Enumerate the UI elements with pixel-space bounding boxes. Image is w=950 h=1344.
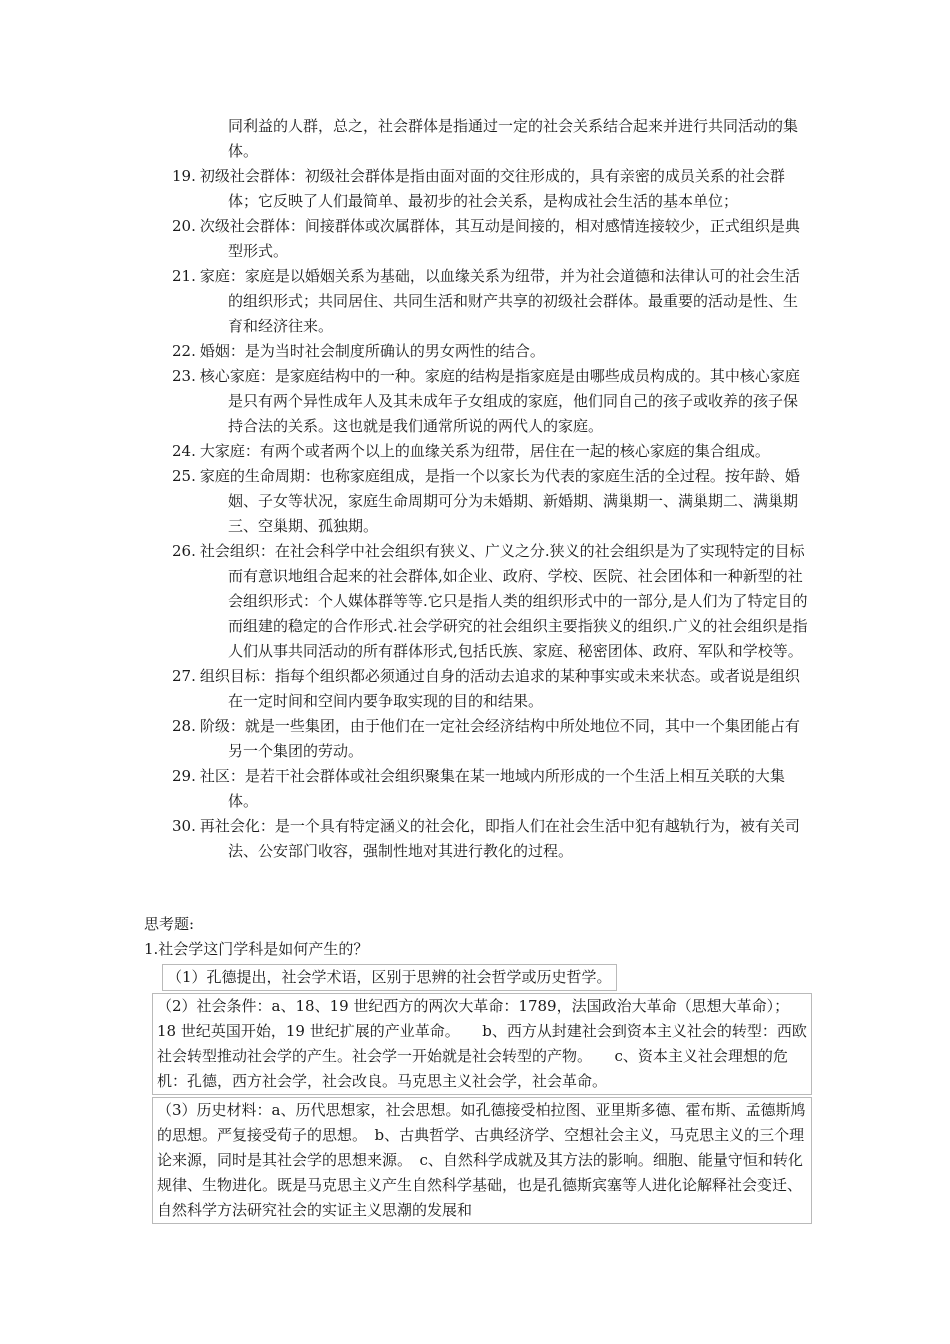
answer-box-2	[152, 993, 812, 1095]
answer-paragraph-1: （1）孔德提出，社会学术语，区别于思辨的社会哲学或历史哲学。	[167, 968, 612, 986]
definition-item	[144, 339, 812, 364]
answer-paragraph-2: （2）社会条件：a、18、19 世纪西方的两次大革命：1789，法国政治大革命（思想大革命）；18 世纪英国开始，19 世纪扩展的产业革命。 b、西方从封建社会到资本主义社会的转型：西欧社会转型推动社会学的产生。社会学一开始就是社会转型的产物。 c、资本主义社会理想的危机：孔德，西方社会学，社会改良。马克思主义社会学，社会革命。	[157, 997, 807, 1090]
answer-paragraph-3: （3）历史材料：a、历代思想家，社会思想。如孔德接受柏拉图、亚里斯多德、霍布斯、孟德斯鸠的思想。严复接受荀子的思想。 b、古典哲学、古典经济学、空想社会主义，马克思主义的三个理论来源，同时是其社会学的思想来源。 c、自然科学成就及其方法的影响。细胞、能量守恒和转化规律、生物进化。既是马克思主义产生自然科学基础，也是孔德斯宾塞等人进化论解释社会变迁、自然科学方法研究社会的实证主义思潮的发展和	[157, 1101, 806, 1219]
definition-number: 27.	[172, 667, 196, 685]
definition-item	[144, 539, 812, 664]
definition-text: 社区：是若干社会群体或社会组织聚集在某一地域内所形成的一个生活上相互关联的大集体。	[199, 767, 785, 810]
definition-text: 家庭的生命周期：也称家庭组成，是指一个以家长为代表的家庭生活的全过程。按年龄、婚姻、子女等状况，家庭生命周期可分为未婚期、新婚期、满巢期一、满巢期二、满巢期三、空巢期、孤独期。	[199, 467, 800, 535]
definition-item	[144, 264, 812, 339]
definition-number: 25.	[172, 467, 196, 485]
answer-box-3	[152, 1097, 812, 1224]
definition-item	[144, 164, 812, 214]
definition-text: 婚姻：是为当时社会制度所确认的男女两性的结合。	[199, 342, 545, 360]
definition-number: 23.	[172, 367, 196, 385]
definition-item	[144, 664, 812, 714]
definition-text: 组织目标：指每个组织都必须通过自身的活动去追求的某种事实或未来状态。或者说是组织在一定时间和空间内要争取实现的目的和结果。	[199, 667, 800, 710]
definition-item	[144, 814, 812, 864]
definition-text: 社会组织：在社会科学中社会组织有狭义、广义之分.狭义的社会组织是为了实现特定的目标而有意识地组合起来的社会群体,如企业、政府、学校、医院、社会团体和一种新型的社会组织形式：个人媒体群等等.它只是指人类的组织形式中的一部分,是人们为了特定目的而组建的稳定的合作形式.社会学研究的社会组织主要指狭义的组织.广义的社会组织是指人们从事共同活动的所有群体形式,包括氏族、家庭、秘密团体、政府、军队和学校等。	[199, 542, 808, 660]
definition-text: 核心家庭：是家庭结构中的一种。家庭的结构是指家庭是由哪些成员构成的。其中核心家庭是只有两个异性成年人及其未成年子女组成的家庭，他们同自己的孩子或收养的孩子保持合法的关系。这也就是我们通常所说的两代人的家庭。	[199, 367, 800, 435]
definition-number: 21.	[172, 267, 196, 285]
definition-item	[144, 364, 812, 439]
definition-text: 大家庭：有两个或者两个以上的血缘关系为纽带，居住在一起的核心家庭的集合组成。	[199, 442, 770, 460]
answer-box-1	[162, 964, 617, 991]
definition-number: 24.	[172, 442, 196, 460]
definition-number: 29.	[172, 767, 196, 785]
definition-item	[144, 214, 812, 264]
definition-number: 22.	[172, 342, 196, 360]
continuation-paragraph	[144, 114, 812, 164]
definition-items	[144, 164, 812, 864]
definition-text: 再社会化：是一个具有特定涵义的社会化，即指人们在社会生活中犯有越轨行为，被有关司法、公安部门收容，强制性地对其进行教化的过程。	[199, 817, 800, 860]
definition-text: 阶级：就是一些集团，由于他们在一定社会经济结构中所处地位不同，其中一个集团能占有另一个集团的劳动。	[199, 717, 800, 760]
definition-text: 家庭：家庭是以婚姻关系为基础，以血缘关系为纽带，并为社会道德和法律认可的社会生活的组织形式；共同居住、共同生活和财产共享的初级社会群体。最重要的活动是性、生育和经济往来。	[199, 267, 800, 335]
definition-number: 28.	[172, 717, 196, 735]
continuation-text: 同利益的人群，总之，社会群体是指通过一定的社会关系结合起来并进行共同活动的集体。	[228, 117, 799, 160]
definition-text: 初级社会群体：初级社会群体是指由面对面的交往形成的，具有亲密的成员关系的社会群体；它反映了人们最简单、最初步的社会关系，是构成社会生活的基本单位；	[199, 167, 785, 210]
question-1: 1.社会学这门学科是如何产生的？	[144, 940, 369, 958]
thinking-title: 思考题:	[144, 915, 195, 933]
definition-item	[144, 464, 812, 539]
definition-number: 20.	[172, 217, 196, 235]
definition-number: 26.	[172, 542, 196, 560]
definition-item	[144, 764, 812, 814]
definition-number: 19.	[172, 167, 196, 185]
definition-item	[144, 439, 812, 464]
definitions-list	[144, 114, 812, 864]
definition-text: 次级社会群体：间接群体或次属群体，其互动是间接的，相对感情连接较少，正式组织是典型形式。	[199, 217, 800, 260]
definition-item	[144, 714, 812, 764]
thinking-section	[144, 912, 812, 1224]
definition-number: 30.	[172, 817, 196, 835]
